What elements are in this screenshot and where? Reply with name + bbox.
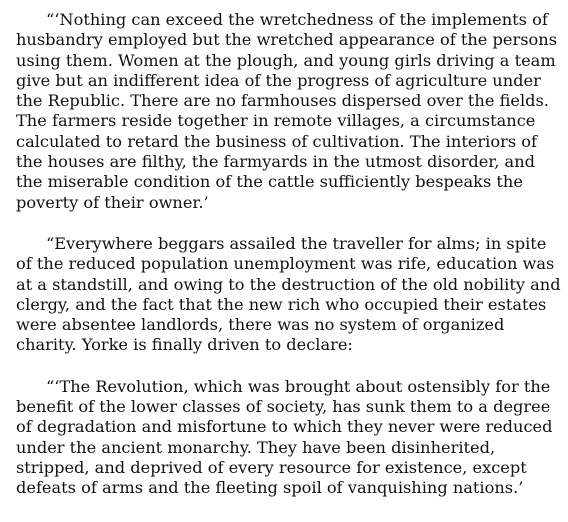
text-line: stripped, and deprived of every resource for existence, except <box>16 457 527 477</box>
text-line: under the ancient monarchy. They have been disinherited, <box>16 437 496 457</box>
text-line: defeats of arms and the fleeting spoil of vanquishing nations.’ <box>16 478 524 498</box>
paragraph-3 <box>16 377 554 499</box>
text-line: husbandry employed but the wretched appearance of the persons <box>16 30 558 50</box>
text-line: the miserable condition of the cattle sufficiently bespeaks the <box>16 172 523 192</box>
text-line: the Republic. There are no farmhouses dispersed over the fields. <box>16 91 549 111</box>
paragraph-2 <box>16 233 561 356</box>
text-line: “‘Nothing can exceed the wretchedness of the implements of <box>46 10 548 29</box>
text-line: of degradation and misfortune to which they never were reduced <box>16 417 553 437</box>
text-line: of the reduced population unemployment was rife, education was <box>16 254 555 274</box>
text-line: poverty of their owner.’ <box>16 192 209 212</box>
text-line: the houses are filthy, the farmyards in the utmost disorder, and <box>16 152 535 172</box>
text-line: charity. Yorke is finally driven to declare: <box>16 335 353 355</box>
text-line: were absentee landlords, there was no system of organized <box>16 315 505 335</box>
text-line: benefit of the lower classes of society, has sunk them to a degree <box>16 397 551 417</box>
text-line: using them. Women at the plough, and young girls driving a team <box>16 50 556 70</box>
text-line: clergy, and the fact that the new rich who occupied their estates <box>16 294 547 314</box>
paragraph-1 <box>16 10 558 213</box>
text-line: calculated to retard the business of cultivation. The interiors of <box>16 131 538 151</box>
text-line: The farmers reside together in remote villages, a circumstance <box>16 111 536 131</box>
text-line: at a standstill, and owing to the destruction of the old nobility and <box>16 274 561 294</box>
text-line: give but an indifferent idea of the progress of agriculture under <box>16 70 541 90</box>
text-line: “Everywhere beggars assailed the traveller for alms; in spite <box>46 233 547 253</box>
text-line: “‘The Revolution, which was brought about ostensibly for the <box>46 376 551 396</box>
